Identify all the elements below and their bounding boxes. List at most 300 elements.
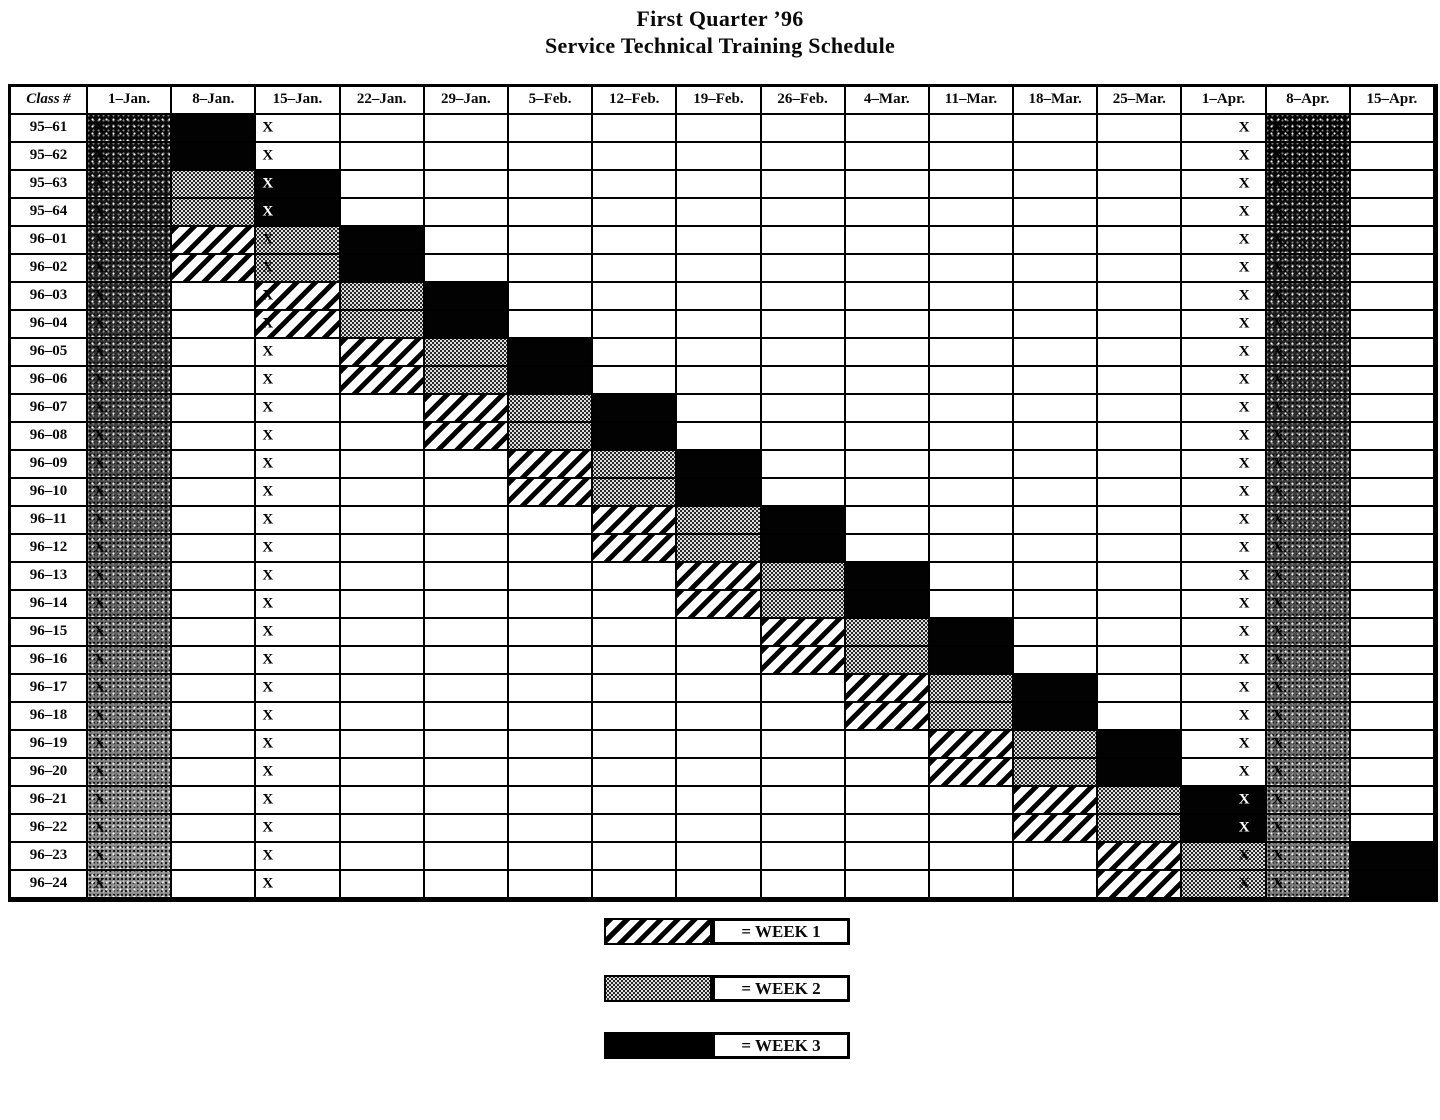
schedule-cell xyxy=(425,759,509,787)
schedule-cell xyxy=(425,647,509,675)
x-mark: X xyxy=(1272,119,1284,136)
x-mark: X xyxy=(262,763,274,780)
schedule-cell xyxy=(341,787,425,815)
x-mark: X xyxy=(94,259,105,276)
schedule-cell xyxy=(425,255,509,283)
x-mark: X xyxy=(94,707,105,724)
schedule-cell xyxy=(846,423,930,451)
x-mark: X xyxy=(94,231,105,248)
schedule-cell xyxy=(762,787,846,815)
x-mark: X xyxy=(94,735,105,752)
schedule-cell xyxy=(256,591,340,619)
schedule-cell xyxy=(846,507,930,535)
schedule-cell xyxy=(172,199,256,227)
x-mark: X xyxy=(1272,651,1284,668)
schedule-cell xyxy=(341,479,425,507)
schedule-cell xyxy=(593,255,677,283)
schedule-cell xyxy=(88,535,172,563)
schedule-cell xyxy=(509,479,593,507)
schedule-cell xyxy=(930,535,1014,563)
schedule-cell xyxy=(762,535,846,563)
schedule-cell xyxy=(341,507,425,535)
schedule-cell xyxy=(256,619,340,647)
schedule-cell xyxy=(509,367,593,395)
x-mark: X xyxy=(1238,455,1250,472)
x-mark: X xyxy=(94,623,105,640)
x-mark: X xyxy=(1272,511,1284,528)
schedule-cell xyxy=(593,591,677,619)
x-mark: X xyxy=(1272,707,1284,724)
row-label: 96–14 xyxy=(11,591,88,619)
schedule-cell xyxy=(1267,619,1351,647)
x-mark: X xyxy=(94,147,105,164)
row-label: 96–04 xyxy=(11,311,88,339)
schedule-cell xyxy=(1014,227,1098,255)
schedule-cell xyxy=(1267,815,1351,843)
schedule-cell xyxy=(1182,367,1266,395)
schedule-cell xyxy=(1267,675,1351,703)
row-label: 95–62 xyxy=(11,143,88,171)
schedule-cell xyxy=(1182,423,1266,451)
schedule-cell xyxy=(88,619,172,647)
schedule-cell xyxy=(1182,759,1266,787)
schedule-cell xyxy=(1014,311,1098,339)
schedule-cell xyxy=(762,283,846,311)
schedule-cell xyxy=(1182,479,1266,507)
schedule-cell xyxy=(593,843,677,871)
schedule-cell xyxy=(846,787,930,815)
schedule-cell xyxy=(256,423,340,451)
x-mark: X xyxy=(262,595,274,612)
x-mark: X xyxy=(1272,343,1284,360)
schedule-cell xyxy=(846,647,930,675)
schedule-cell xyxy=(1267,143,1351,171)
schedule-cell xyxy=(1098,339,1182,367)
x-mark: X xyxy=(1238,763,1250,780)
schedule-cell xyxy=(1014,451,1098,479)
schedule-cell xyxy=(341,339,425,367)
schedule-cell xyxy=(846,591,930,619)
schedule-cell xyxy=(1182,535,1266,563)
schedule-cell xyxy=(1351,395,1435,423)
schedule-cell xyxy=(677,255,761,283)
schedule-cell xyxy=(677,619,761,647)
x-mark: X xyxy=(262,875,274,892)
schedule-cell xyxy=(1351,815,1435,843)
x-mark: X xyxy=(1272,315,1284,332)
schedule-cell xyxy=(1014,871,1098,899)
schedule-cell xyxy=(88,143,172,171)
schedule-cell xyxy=(1351,367,1435,395)
schedule-cell xyxy=(1182,227,1266,255)
x-mark: X xyxy=(262,511,274,528)
row-label: 96–18 xyxy=(11,703,88,731)
schedule-cell xyxy=(762,395,846,423)
legend xyxy=(604,918,850,1089)
schedule-cell xyxy=(930,759,1014,787)
col-header: 5–Feb. xyxy=(509,87,593,115)
schedule-cell xyxy=(1098,143,1182,171)
schedule-cell xyxy=(1014,815,1098,843)
schedule-cell xyxy=(341,227,425,255)
schedule-cell xyxy=(1267,255,1351,283)
x-mark: X xyxy=(262,175,274,192)
schedule-cell xyxy=(1098,871,1182,899)
x-mark: X xyxy=(262,231,274,248)
schedule-cell xyxy=(1182,647,1266,675)
schedule-cell xyxy=(256,255,340,283)
schedule-cell xyxy=(256,283,340,311)
schedule-cell xyxy=(1267,283,1351,311)
schedule-cell xyxy=(341,143,425,171)
col-header: 18–Mar. xyxy=(1014,87,1098,115)
x-mark: X xyxy=(1272,847,1284,864)
schedule-cell xyxy=(762,759,846,787)
col-header: 11–Mar. xyxy=(930,87,1014,115)
schedule-cell xyxy=(172,367,256,395)
x-mark: X xyxy=(1272,567,1284,584)
schedule-cell xyxy=(1098,311,1182,339)
schedule-cell xyxy=(88,479,172,507)
schedule-cell xyxy=(172,843,256,871)
schedule-cell xyxy=(1351,199,1435,227)
schedule-cell xyxy=(762,871,846,899)
schedule-cell xyxy=(930,619,1014,647)
schedule-cell xyxy=(846,395,930,423)
schedule-cell xyxy=(1098,647,1182,675)
row-label: 96–21 xyxy=(11,787,88,815)
schedule-cell xyxy=(1182,283,1266,311)
schedule-cell xyxy=(593,283,677,311)
schedule-cell xyxy=(1182,143,1266,171)
schedule-cell xyxy=(1267,227,1351,255)
schedule-cell xyxy=(509,759,593,787)
schedule-cell xyxy=(509,591,593,619)
x-mark: X xyxy=(1272,259,1284,276)
x-mark: X xyxy=(262,483,274,500)
schedule-cell xyxy=(256,507,340,535)
schedule-cell xyxy=(1098,703,1182,731)
schedule-cell xyxy=(88,367,172,395)
schedule-cell xyxy=(256,143,340,171)
schedule-cell xyxy=(256,171,340,199)
schedule-cell xyxy=(1014,255,1098,283)
schedule-cell xyxy=(677,283,761,311)
schedule-cell xyxy=(509,395,593,423)
schedule-cell xyxy=(256,563,340,591)
schedule-cell xyxy=(1351,255,1435,283)
schedule-cell xyxy=(677,227,761,255)
x-mark: X xyxy=(94,539,105,556)
schedule-cell xyxy=(1182,339,1266,367)
schedule-cell xyxy=(593,787,677,815)
schedule-cell xyxy=(846,199,930,227)
schedule-cell xyxy=(425,227,509,255)
title-line2: Service Technical Training Schedule xyxy=(544,33,896,58)
schedule-cell xyxy=(256,395,340,423)
x-mark: X xyxy=(262,679,274,696)
schedule-cell xyxy=(341,423,425,451)
schedule-cell xyxy=(1014,423,1098,451)
x-mark: X xyxy=(1238,847,1250,864)
schedule-cell xyxy=(88,591,172,619)
schedule-cell xyxy=(1098,171,1182,199)
schedule-cell xyxy=(341,535,425,563)
x-mark: X xyxy=(1272,875,1284,892)
schedule-cell xyxy=(172,675,256,703)
row-label: 96–13 xyxy=(11,563,88,591)
x-mark: X xyxy=(1272,819,1284,836)
x-mark: X xyxy=(1272,371,1284,388)
col-header: 8–Jan. xyxy=(172,87,256,115)
schedule-cell xyxy=(256,787,340,815)
schedule-cell xyxy=(1267,647,1351,675)
col-header: 1–Apr. xyxy=(1182,87,1266,115)
schedule-cell xyxy=(341,451,425,479)
schedule-cell xyxy=(762,311,846,339)
schedule-cell xyxy=(1182,507,1266,535)
schedule-cell xyxy=(593,535,677,563)
x-mark: X xyxy=(1238,119,1250,136)
schedule-cell xyxy=(677,731,761,759)
schedule-cell xyxy=(425,507,509,535)
x-mark: X xyxy=(1238,147,1250,164)
schedule-cell xyxy=(846,871,930,899)
schedule-cell xyxy=(1182,675,1266,703)
schedule-cell xyxy=(1267,115,1351,143)
schedule-cell xyxy=(509,451,593,479)
schedule-cell xyxy=(762,815,846,843)
x-mark: X xyxy=(1238,231,1250,248)
schedule-cell xyxy=(846,675,930,703)
schedule-cell xyxy=(1182,115,1266,143)
x-mark: X xyxy=(1272,203,1284,220)
schedule-cell xyxy=(1351,675,1435,703)
col-header: 29–Jan. xyxy=(425,87,509,115)
schedule-cell xyxy=(677,675,761,703)
schedule-cell xyxy=(1182,731,1266,759)
x-mark: X xyxy=(1238,203,1250,220)
schedule-cell xyxy=(762,675,846,703)
schedule-cell xyxy=(930,227,1014,255)
schedule-cell xyxy=(88,507,172,535)
schedule-cell xyxy=(1267,535,1351,563)
schedule-cell xyxy=(509,843,593,871)
row-label: 96–22 xyxy=(11,815,88,843)
row-label: 96–06 xyxy=(11,367,88,395)
schedule-cell xyxy=(593,507,677,535)
schedule-cell xyxy=(593,675,677,703)
x-mark: X xyxy=(94,511,105,528)
legend-item-week3 xyxy=(604,1032,850,1059)
schedule-cell xyxy=(256,647,340,675)
schedule-cell xyxy=(341,871,425,899)
legend-swatch-week3-icon xyxy=(604,1032,712,1059)
schedule-cell xyxy=(930,367,1014,395)
x-mark: X xyxy=(1272,595,1284,612)
row-label: 95–61 xyxy=(11,115,88,143)
schedule-cell xyxy=(88,227,172,255)
schedule-cell xyxy=(1098,731,1182,759)
schedule-cell xyxy=(593,479,677,507)
col-header: 19–Feb. xyxy=(677,87,761,115)
schedule-cell xyxy=(172,815,256,843)
schedule-cell xyxy=(256,199,340,227)
schedule-cell xyxy=(1267,507,1351,535)
x-mark: X xyxy=(94,119,105,136)
schedule-cell xyxy=(425,451,509,479)
schedule-cell xyxy=(1182,703,1266,731)
schedule-cell xyxy=(593,731,677,759)
x-mark: X xyxy=(1238,539,1250,556)
schedule-cell xyxy=(1182,311,1266,339)
schedule-cell xyxy=(1014,647,1098,675)
x-mark: X xyxy=(94,567,105,584)
schedule-cell xyxy=(846,843,930,871)
schedule-cell xyxy=(1267,395,1351,423)
x-mark: X xyxy=(1238,735,1250,752)
x-mark: X xyxy=(1238,343,1250,360)
schedule-cell xyxy=(593,423,677,451)
schedule-cell xyxy=(425,619,509,647)
x-mark: X xyxy=(262,343,274,360)
row-label: 96–16 xyxy=(11,647,88,675)
schedule-cell xyxy=(930,283,1014,311)
schedule-cell xyxy=(1267,423,1351,451)
schedule-cell xyxy=(677,787,761,815)
schedule-cell xyxy=(256,535,340,563)
x-mark: X xyxy=(262,371,274,388)
schedule-cell xyxy=(425,535,509,563)
schedule-cell xyxy=(1014,731,1098,759)
schedule-cell xyxy=(425,843,509,871)
row-label: 96–07 xyxy=(11,395,88,423)
x-mark: X xyxy=(262,847,274,864)
schedule-cell xyxy=(1351,339,1435,367)
col-header: 22–Jan. xyxy=(341,87,425,115)
schedule-cell xyxy=(172,311,256,339)
schedule-cell xyxy=(509,563,593,591)
x-mark: X xyxy=(94,399,105,416)
row-label: 96–05 xyxy=(11,339,88,367)
schedule-cell xyxy=(341,675,425,703)
schedule-cell xyxy=(172,395,256,423)
schedule-cell xyxy=(762,647,846,675)
schedule-cell xyxy=(846,815,930,843)
schedule-cell xyxy=(509,255,593,283)
x-mark: X xyxy=(1238,567,1250,584)
schedule-cell xyxy=(1267,759,1351,787)
schedule-cell xyxy=(88,787,172,815)
x-mark: X xyxy=(1272,175,1284,192)
schedule-cell xyxy=(762,255,846,283)
schedule-cell xyxy=(1098,115,1182,143)
schedule-cell xyxy=(762,199,846,227)
x-mark: X xyxy=(1238,427,1250,444)
schedule-cell xyxy=(1267,199,1351,227)
schedule-cell xyxy=(1098,507,1182,535)
schedule-cell xyxy=(425,283,509,311)
x-mark: X xyxy=(1238,791,1250,808)
schedule-cell xyxy=(509,423,593,451)
schedule-cell xyxy=(172,171,256,199)
schedule-cell xyxy=(846,479,930,507)
x-mark: X xyxy=(1238,651,1250,668)
schedule-cell xyxy=(846,143,930,171)
schedule-cell xyxy=(341,283,425,311)
schedule-cell xyxy=(425,675,509,703)
schedule-cell xyxy=(1014,283,1098,311)
x-mark: X xyxy=(94,595,105,612)
schedule-cell xyxy=(593,115,677,143)
x-mark: X xyxy=(94,679,105,696)
page-title xyxy=(0,5,1440,59)
schedule-cell xyxy=(88,759,172,787)
schedule-cell xyxy=(172,423,256,451)
schedule-cell xyxy=(1182,255,1266,283)
schedule-cell xyxy=(341,395,425,423)
schedule-cell xyxy=(930,255,1014,283)
x-mark: X xyxy=(94,427,105,444)
x-mark: X xyxy=(1272,287,1284,304)
schedule-cell xyxy=(930,787,1014,815)
schedule-cell xyxy=(256,675,340,703)
schedule-cell xyxy=(1267,843,1351,871)
schedule-cell xyxy=(256,871,340,899)
schedule-cell xyxy=(930,591,1014,619)
x-mark: X xyxy=(1238,679,1250,696)
schedule-cell xyxy=(425,423,509,451)
schedule-cell xyxy=(172,703,256,731)
schedule-cell xyxy=(846,759,930,787)
legend-label: = WEEK 1 xyxy=(712,918,850,945)
schedule-cell xyxy=(341,815,425,843)
schedule-cell xyxy=(172,647,256,675)
schedule-cell xyxy=(509,647,593,675)
x-mark: X xyxy=(1238,175,1250,192)
schedule-cell xyxy=(1014,619,1098,647)
row-label: 96–23 xyxy=(11,843,88,871)
col-header: 8–Apr. xyxy=(1267,87,1351,115)
row-label: 95–63 xyxy=(11,171,88,199)
row-label: 96–17 xyxy=(11,675,88,703)
schedule-cell xyxy=(88,115,172,143)
schedule-cell xyxy=(88,563,172,591)
schedule-cell xyxy=(1267,367,1351,395)
x-mark: X xyxy=(262,539,274,556)
schedule-cell xyxy=(341,619,425,647)
x-mark: X xyxy=(1238,371,1250,388)
schedule-cell xyxy=(1267,311,1351,339)
legend-swatch-week2-icon xyxy=(604,975,712,1002)
schedule-cell xyxy=(341,843,425,871)
schedule-cell xyxy=(762,451,846,479)
schedule-cell xyxy=(1267,339,1351,367)
schedule-cell xyxy=(1182,787,1266,815)
schedule-cell xyxy=(677,759,761,787)
schedule-cell xyxy=(341,759,425,787)
x-mark: X xyxy=(1272,427,1284,444)
x-mark: X xyxy=(94,483,105,500)
x-mark: X xyxy=(1272,147,1284,164)
schedule-cell xyxy=(1267,703,1351,731)
x-mark: X xyxy=(1238,287,1250,304)
x-mark: X xyxy=(262,287,274,304)
schedule-cell xyxy=(846,115,930,143)
schedule-cell xyxy=(846,227,930,255)
x-mark: X xyxy=(1238,315,1250,332)
schedule-cell xyxy=(1014,479,1098,507)
